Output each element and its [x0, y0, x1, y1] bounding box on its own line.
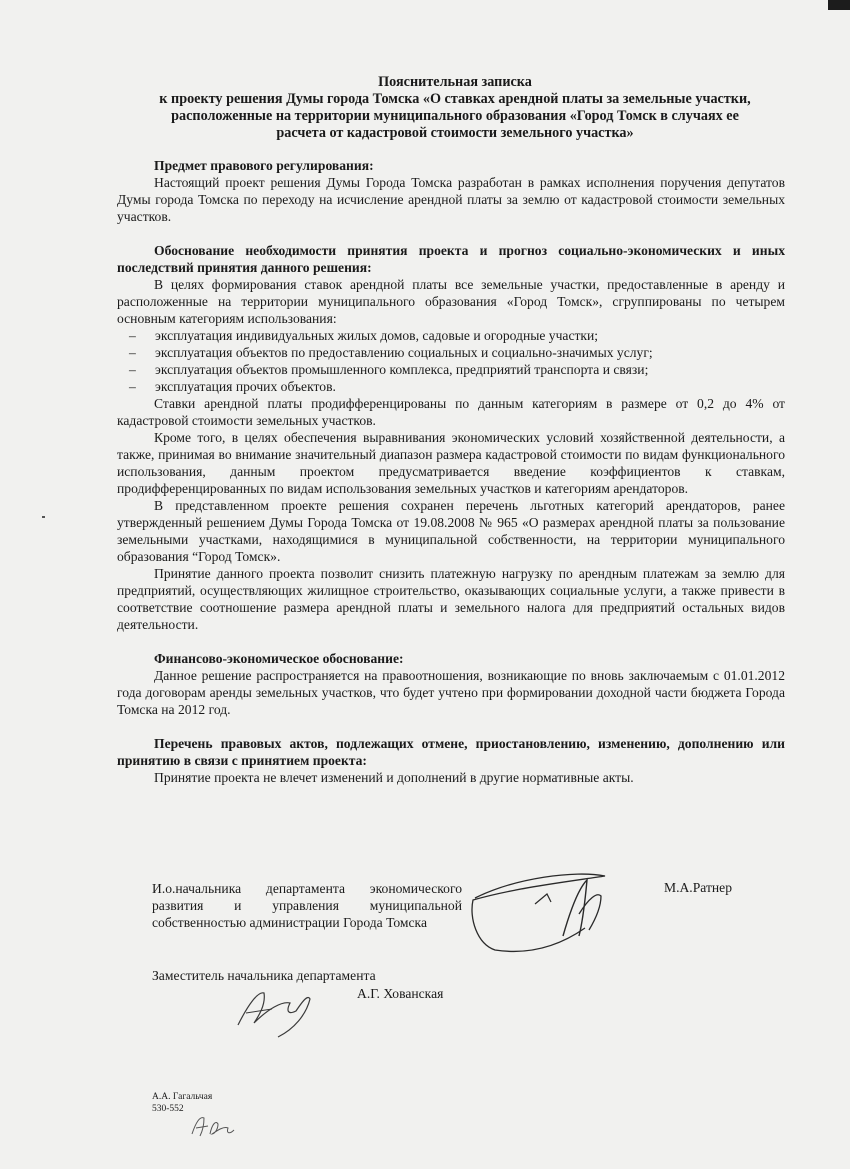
paragraph-privileges: В представленном проекте решения сохранен перечень льготных категорий арендаторов, ранее утвержденный решением Думы Города Томска от 19.08.2008 № 965 «О размерах арендной платы за пользование земельными участками, находящимися в муниципальной собственности, на территории муниципального образования “Город Томск».	[117, 498, 785, 564]
signatory-position-1: И.о.начальника департамента экономического развития и управления муниципальной собственностью администрации Города Томска	[152, 881, 462, 930]
executor-phone: 530-552	[152, 1104, 184, 1114]
title-line-1: Пояснительная записка	[378, 74, 532, 90]
section-text-subject: Настоящий проект решения Думы Города Томска разработан в рамках исполнения поручения депутатов Думы города Томска по переходу на исчисление арендной платы за землю от кадастровой стоимости земельных участков.	[117, 175, 785, 224]
title-line-4: расчета от кадастровой стоимости земельного участка»	[276, 125, 634, 141]
section-text-financial: Данное решение распространяется на правоотношения, возникающие по вновь заключаемым с 01.01.2012 года договорам аренды земельных участков, что будет учтено при формировании доходной части бюджета Города Томска на 2012 год.	[117, 668, 785, 717]
title-line-2: к проекту решения Думы города Томска «О ставках арендной платы за земельные участки,	[159, 91, 751, 107]
paragraph-rates: Ставки арендной платы продифференцированы по данным категориям в размере от 0,2 до 4% от кадастровой стоимости земельных участков.	[117, 396, 785, 428]
signatory-name-1: М.А.Ратнер	[664, 880, 732, 895]
paragraph-coefficients: Кроме того, в целях обеспечения выравнивания экономических условий хозяйственной деятельности, а также, принимая во внимание значительный диапазон размера кадастровой стоимости по видам функционального использования, данным проектом предусматривается введение коэффициентов к ставкам, продифференцированных по видам использования земельных участков и категориям арендаторов.	[117, 430, 785, 496]
title-line-3: расположенные на территории муниципального образования «Город Томск в случаях ее	[171, 108, 739, 124]
signatory-position-2: Заместитель начальника департамента	[152, 968, 376, 983]
document-title	[110, 74, 800, 142]
list-item: – эксплуатация объектов по предоставлению социальных и социально-значимых услуг;	[129, 344, 785, 361]
section-heading-financial: Финансово-экономическое обоснование:	[154, 651, 404, 666]
section-text-legal-acts: Принятие проекта не влечет изменений и дополнений в другие нормативные акты.	[154, 770, 634, 785]
executor-initials	[188, 1112, 238, 1142]
paragraph-effect: Принятие данного проекта позволит снизить платежную нагрузку по арендным платежам за землю для предприятий, осуществляющих жилищное строительство, оказывающих социальные услуги, а также привести в соответствие соотношение размера арендной платы и земельного налога для предприятий остальных видов деятельности.	[117, 566, 785, 632]
section-heading-justification: Обоснование необходимости принятия проекта и прогноз социально-экономических и иных последствий принятия данного решения:	[117, 243, 785, 275]
categories-list	[117, 327, 785, 395]
document-body	[117, 157, 785, 786]
executor-name: А.А. Гагальчая	[152, 1092, 213, 1102]
list-item: – эксплуатация прочих объектов.	[129, 378, 785, 395]
list-item: – эксплуатация объектов промышленного комплекса, предприятий транспорта и связи;	[129, 361, 785, 378]
signature-1	[455, 858, 655, 968]
scan-corner-mark	[828, 0, 850, 10]
section-heading-legal-acts: Перечень правовых актов, подлежащих отмене, приостановлению, изменению, дополнению или принятию в связи с принятием проекта:	[117, 736, 785, 768]
list-item: – эксплуатация индивидуальных жилых домов, садовые и огородные участки;	[129, 327, 785, 344]
section-heading-subject: Предмет правового регулирования:	[154, 158, 374, 173]
signatory-name-2: А.Г. Хованская	[357, 986, 444, 1001]
scan-speck	[42, 516, 45, 518]
signature-2	[228, 985, 318, 1045]
paragraph-categories-intro: В целях формирования ставок арендной платы все земельные участки, предоставленные в аренду и расположенные на территории муниципального образования «Город Томск», сгруппированы по четырем основным категориям использования:	[117, 277, 785, 326]
